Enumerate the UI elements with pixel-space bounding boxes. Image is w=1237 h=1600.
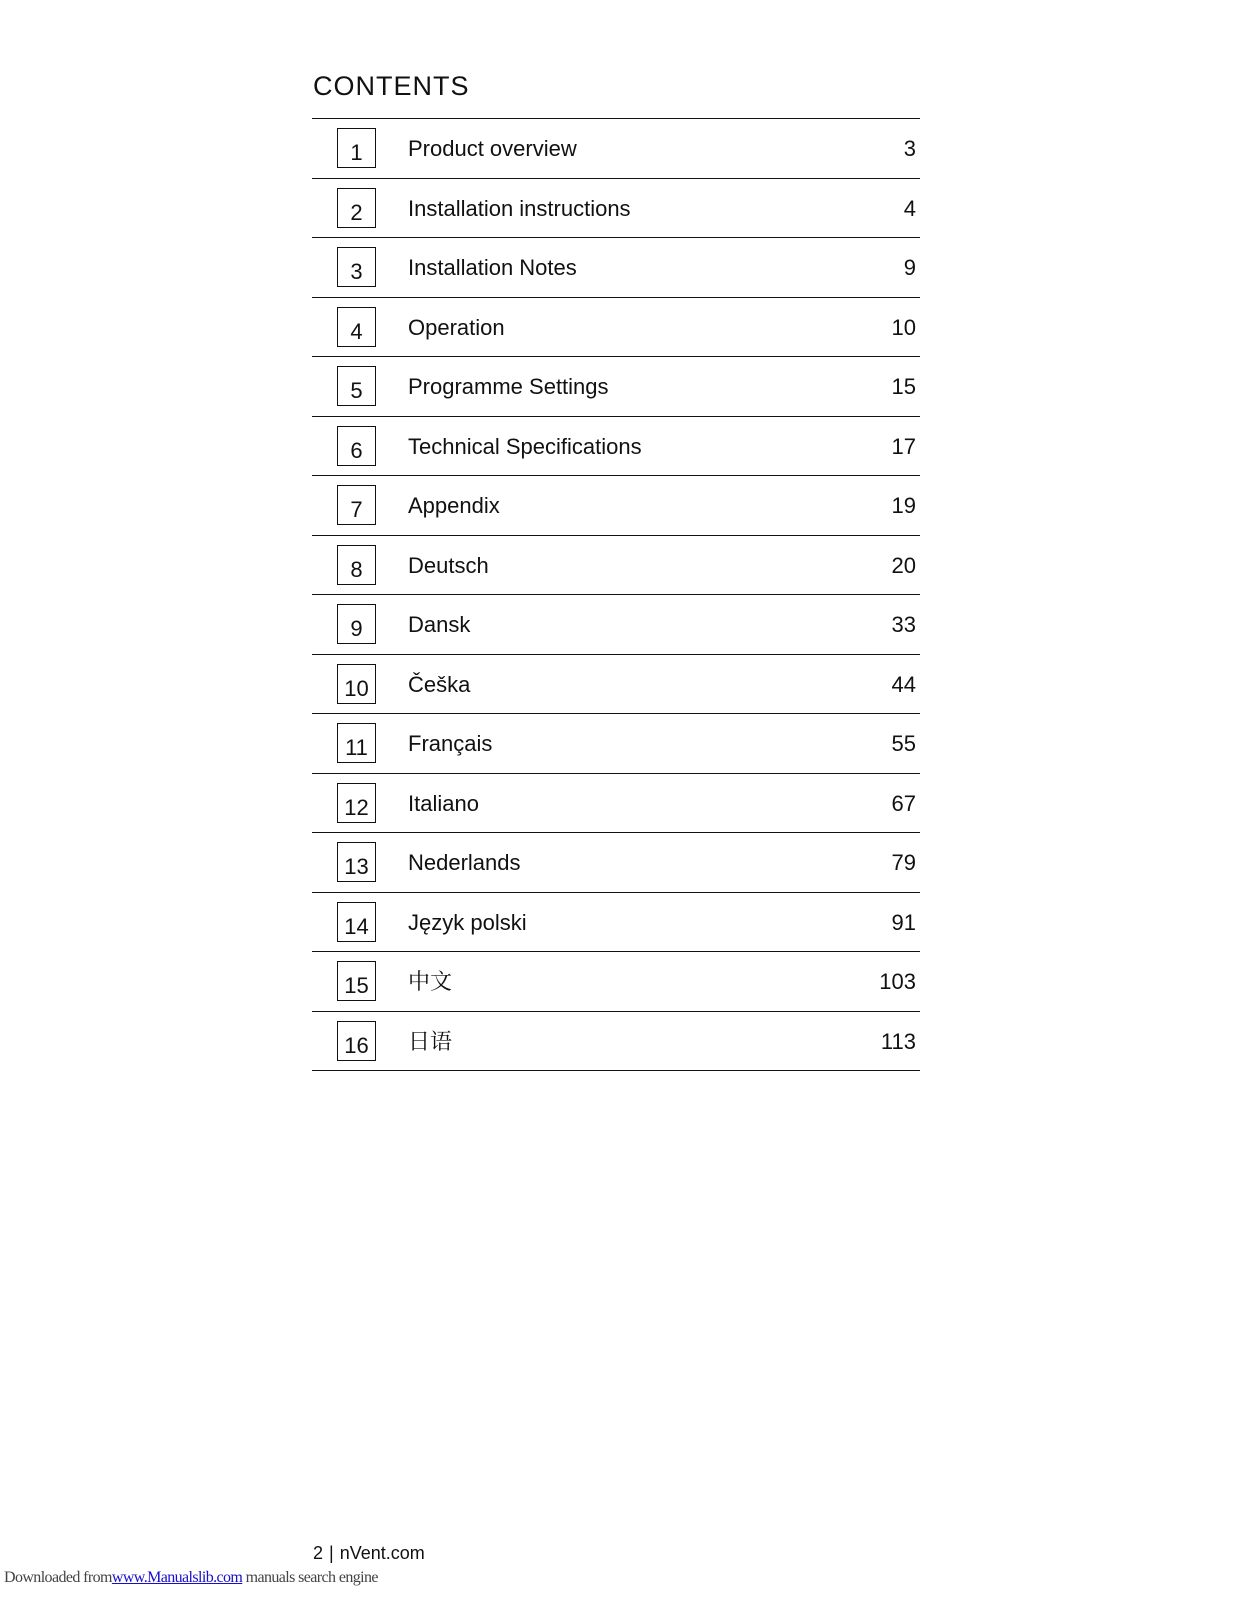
section-number-box: 14: [337, 902, 376, 942]
toc-entry[interactable]: [312, 476, 920, 536]
toc-entry-label: Appendix: [408, 493, 500, 518]
toc-entry-page-number: 103: [879, 969, 916, 994]
toc-entry-label: 中文: [408, 969, 453, 994]
toc-entry-page-number: 67: [891, 790, 916, 816]
toc-entry-label: Français: [408, 731, 493, 756]
toc-entry[interactable]: [312, 238, 920, 298]
section-number-box: 15: [337, 961, 376, 1001]
toc-entry[interactable]: [312, 952, 920, 1012]
section-number-box: 4: [337, 307, 376, 347]
section-number-box: 3: [337, 247, 376, 287]
page-footer: [313, 1543, 425, 1564]
toc-entry-label: Italiano: [408, 790, 479, 816]
section-number-box: 12: [337, 783, 376, 823]
section-number-box: 9: [337, 604, 376, 644]
section-number-box: 8: [337, 545, 376, 585]
toc-entry-page-number: 91: [891, 909, 916, 935]
section-number-box: 13: [337, 842, 376, 882]
toc-entry-label: Dansk: [408, 612, 471, 637]
toc-entry-label: Język polski: [408, 909, 527, 935]
toc-entry-label: Deutsch: [408, 552, 489, 578]
footer-separator: |: [329, 1543, 334, 1563]
toc-entry-page-number: 44: [891, 671, 916, 697]
toc-entry-page-number: 19: [891, 493, 916, 518]
toc-entry[interactable]: [312, 714, 920, 774]
toc-entry[interactable]: [312, 417, 920, 477]
toc-entry-page-number: 15: [891, 374, 916, 399]
toc-entry-page-number: 113: [880, 1028, 916, 1054]
toc-entry[interactable]: [312, 655, 920, 715]
toc-entry[interactable]: [312, 833, 920, 893]
toc-entry[interactable]: [312, 298, 920, 358]
toc-entry-label: 日语: [408, 1028, 453, 1054]
section-number-box: 2: [337, 188, 376, 228]
page-title: CONTENTS: [313, 71, 470, 101]
toc-entry-page-number: 55: [891, 731, 916, 756]
toc-entry[interactable]: [312, 893, 920, 953]
toc-entry[interactable]: [312, 595, 920, 655]
section-number-box: 11: [337, 723, 376, 763]
source-suffix: manuals search engine: [245, 1569, 378, 1586]
section-number-box: 1: [337, 128, 376, 168]
toc-entry-label: Operation: [408, 314, 505, 340]
toc-entry[interactable]: [312, 119, 920, 179]
toc-entry-label: Technical Specifications: [408, 433, 642, 459]
source-prefix: Downloaded from: [4, 1569, 112, 1586]
toc-entry[interactable]: [312, 179, 920, 239]
footer-site: nVent.com: [339, 1543, 425, 1563]
toc-entry-label: Installation Notes: [408, 255, 577, 280]
table-of-contents: [312, 118, 920, 1071]
toc-entry-page-number: 9: [903, 255, 916, 280]
toc-entry-page-number: 33: [891, 612, 916, 637]
download-source-line: [4, 1569, 378, 1587]
toc-entry-page-number: 79: [891, 850, 916, 875]
toc-entry-page-number: 10: [891, 314, 916, 340]
toc-entry-label: Product overview: [408, 136, 577, 161]
toc-entry[interactable]: [312, 357, 920, 417]
toc-entry-label: Nederlands: [408, 850, 521, 875]
toc-entry[interactable]: [312, 1012, 920, 1072]
toc-entry[interactable]: [312, 774, 920, 834]
toc-entry-page-number: 20: [891, 552, 916, 578]
page-number: 2: [313, 1543, 324, 1563]
manualslib-link[interactable]: www.Manualslib.com: [111, 1569, 243, 1586]
toc-entry-page-number: 17: [891, 433, 916, 459]
toc-entry[interactable]: [312, 536, 920, 596]
toc-entry-label: Češka: [408, 671, 471, 697]
section-number-box: 7: [337, 485, 376, 525]
section-number-box: 16: [337, 1021, 376, 1061]
toc-entry-page-number: 3: [903, 136, 916, 161]
section-number-box: 6: [337, 426, 376, 466]
toc-entry-label: Programme Settings: [408, 374, 609, 399]
section-number-box: 10: [337, 664, 376, 704]
section-number-box: 5: [337, 366, 376, 406]
toc-entry-label: Installation instructions: [408, 195, 631, 221]
toc-entry-page-number: 4: [903, 195, 916, 221]
